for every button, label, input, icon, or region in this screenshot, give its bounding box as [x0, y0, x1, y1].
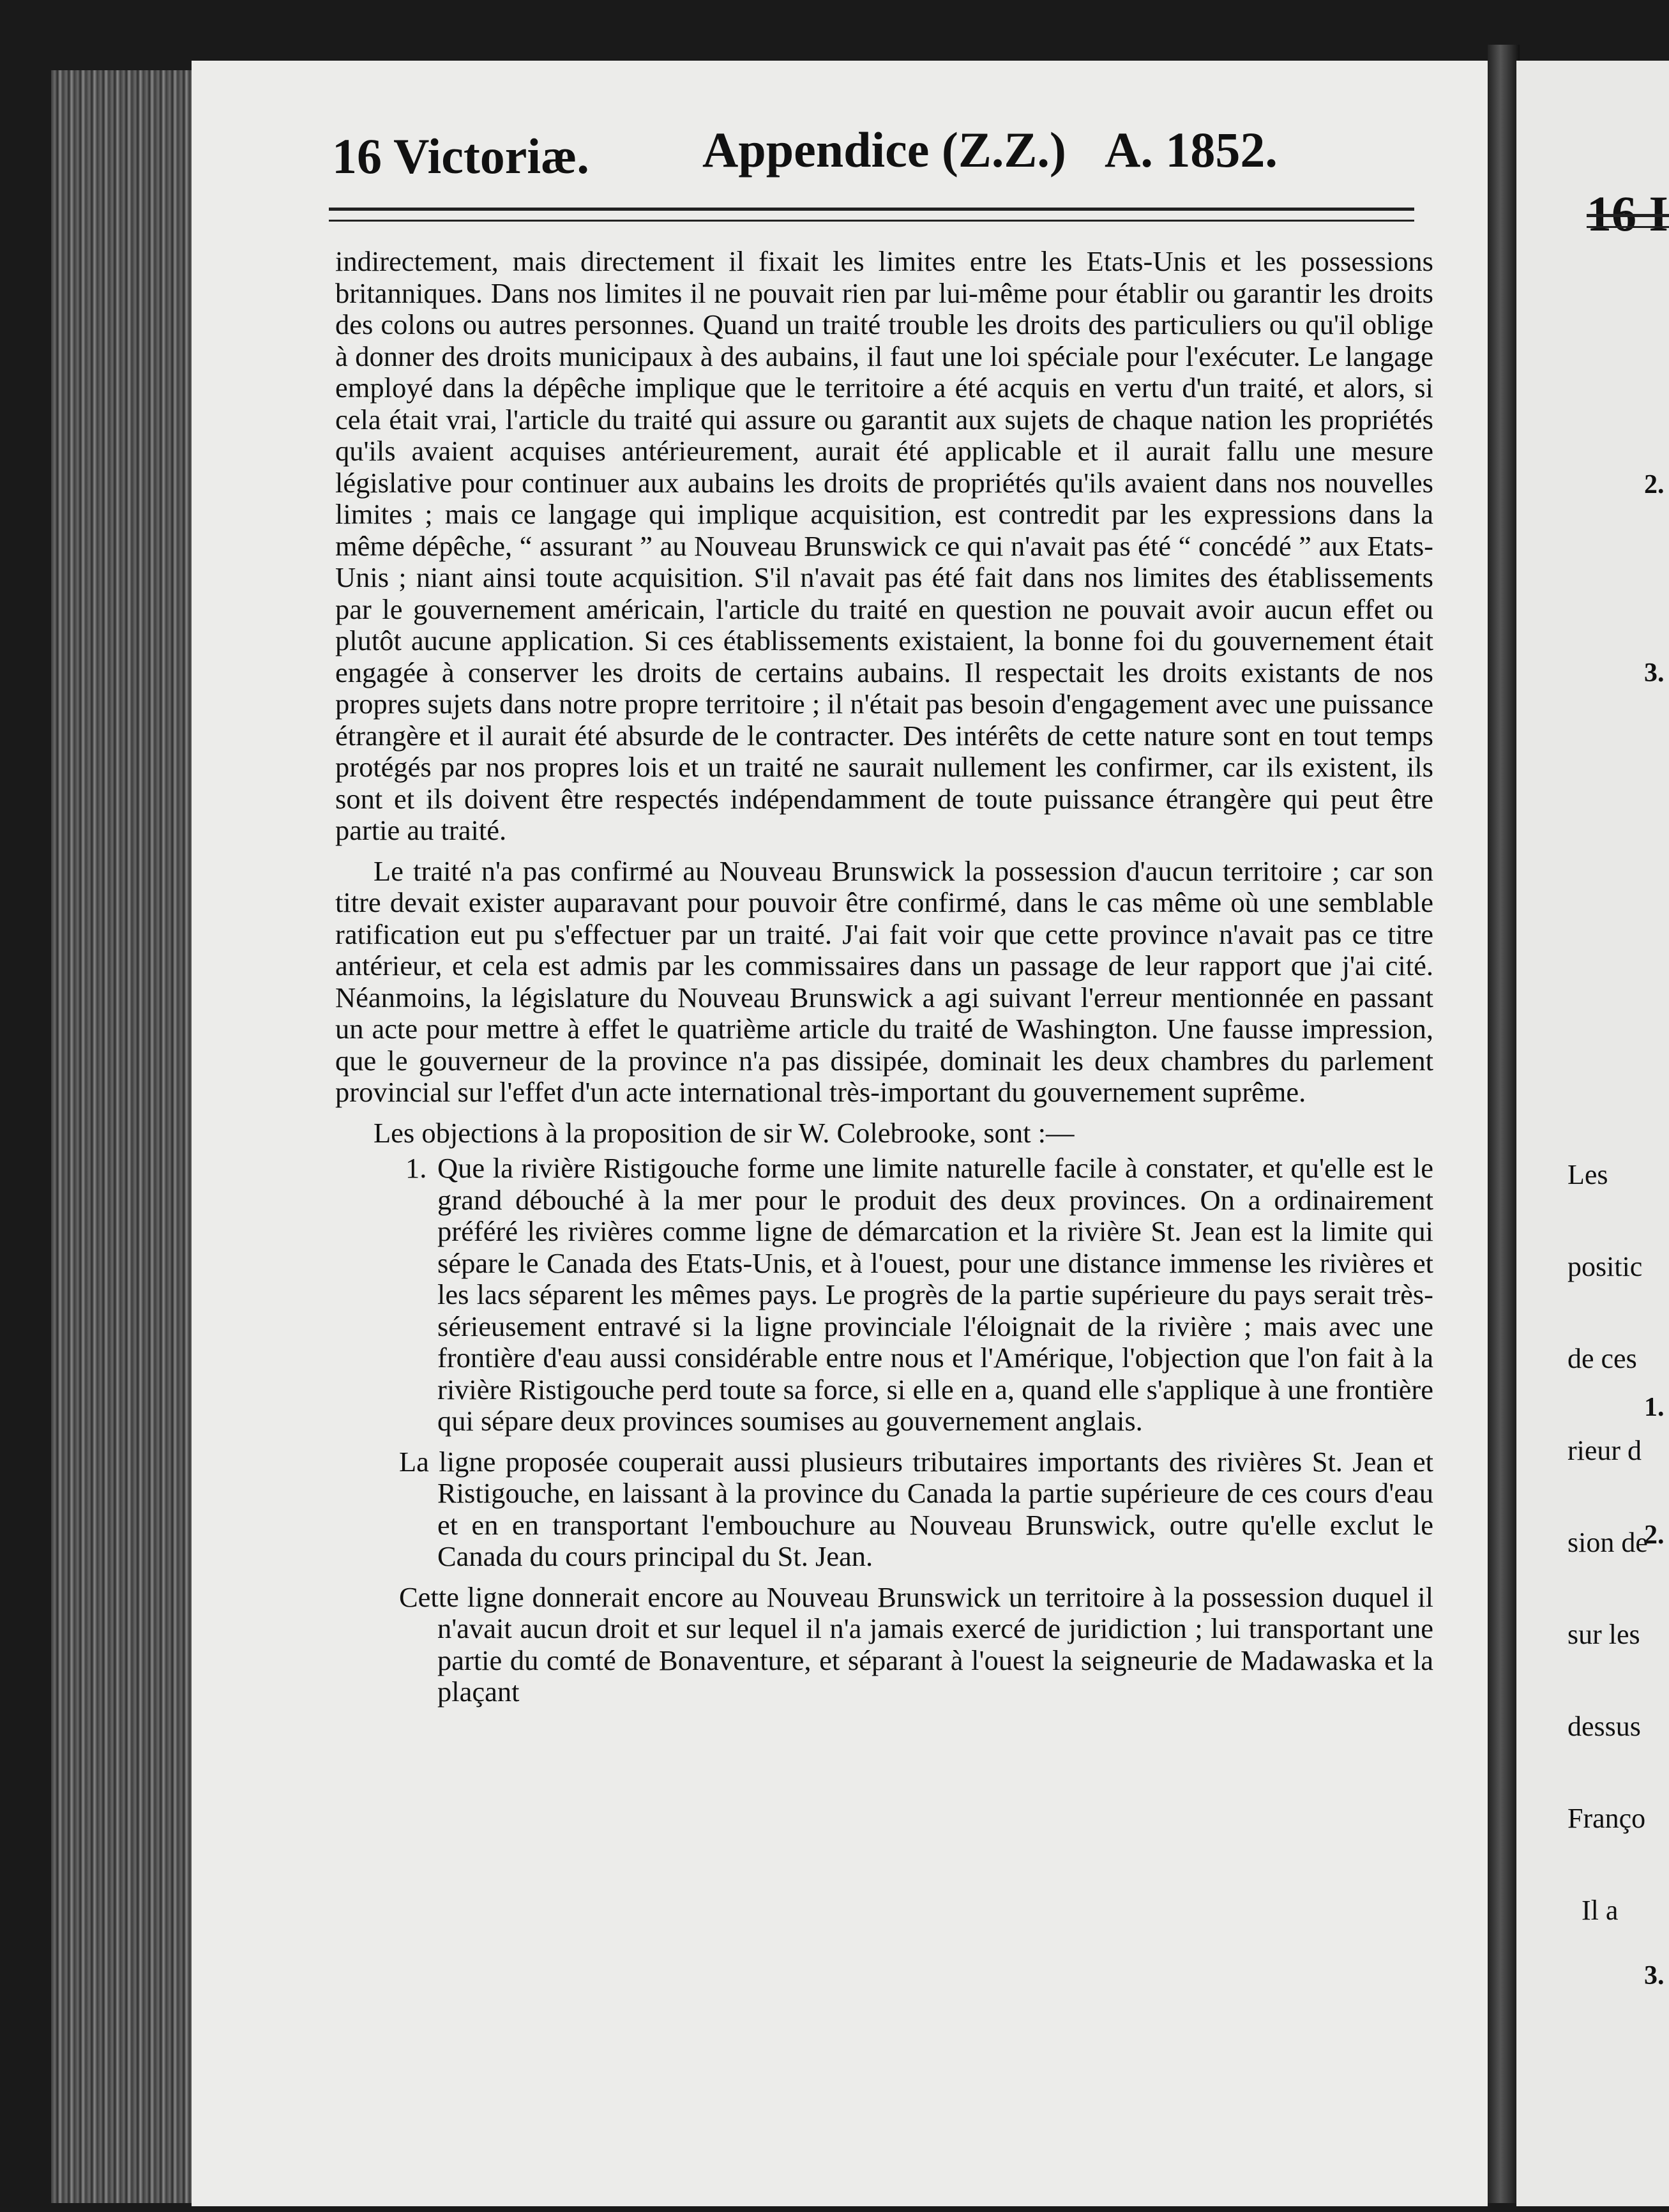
running-head-left: 16 Victoriæ.: [332, 128, 589, 184]
facing-page-head: 16 I: [1587, 186, 1668, 241]
fragment-line: sion de: [1567, 1527, 1648, 1558]
objection-subparagraph-1: La ligne proposée couperait aussi plusieurs tributaires importants des rivières St. Jean et Ristigouche, en laissant à la province du Canada la partie supérieure de ces cours d'eau et en en transportant l'embouchure au Nouveau Brunswick, outre qu'elle exclut le Canada du cours principal du St. Jean.: [399, 1445, 1433, 1572]
facing-page-rule: [1587, 214, 1669, 228]
header-double-rule: [329, 208, 1414, 222]
facing-page-number: 3.: [1644, 1961, 1665, 1990]
objection-item-1: [335, 1153, 1433, 1437]
fragment-line: dessus: [1567, 1711, 1641, 1742]
body-text: [335, 246, 1433, 1708]
objection-text: Que la rivière Ristigouche forme une limite naturelle facile à constater, et qu'elle est le grand débouché à la mer pour le produit des deux provinces. On a ordinairement préféré les rivières comme ligne de démarcation et la rivière St. Jean est la limite qui sépare le Canada des Etats-Unis, et à l'ouest, pour une distance immense les rivières et les lacs séparent les mêmes pays. Le progrès de la partie supérieure du pays serait très-sérieusement entravé si la ligne provinciale l'éloignait de la rivière ; mais avec une frontière d'eau aussi considérable entre nous et l'Amérique, l'objection que l'on fait à la rivière Ristigouche perd toute sa force, si elle en a, quand elle s'applique à une frontière qui sépare deux provinces soumises au gouvernement anglais.: [437, 1152, 1433, 1437]
objections-intro: Les objections à la proposition de sir W. Colebrooke, sont :—: [374, 1116, 1075, 1149]
facing-page-fragment: [1567, 1098, 1648, 1987]
facing-page-number: 2.: [1644, 1520, 1665, 1550]
objection-number: 1.: [405, 1152, 427, 1184]
book-page-edges: [51, 70, 198, 2203]
facing-page-number: 1.: [1644, 1393, 1665, 1422]
facing-page: [1516, 61, 1669, 2206]
running-head: [332, 115, 1417, 192]
fragment-line: sur les: [1567, 1619, 1640, 1650]
fragment-line: Il a: [1567, 1895, 1619, 1926]
paragraph-continuation: indirectement, mais directement il fixait les limites entre les Etats-Unis et les possessions britanniques. Dans nos limites il ne pouvait rien par lui-même pour établir ou garantir les droits des colons ou autres personnes. Quand un traité trouble les droits des particuliers ou qu'il oblige à donner des droits municipaux à des aubains, il faut une loi spéciale pour l'exécuter. Le langage employé dans la dépêche implique que le territoire a été acquis en vertu d'un traité, et alors, si cela était vrai, l'article du traité qui assure ou garantit aux sujets de chaque nation les propriétés qu'ils avaient acquises antérieurement, aurait été applicable et il aurait fallu une mesure législative pour continuer aux aubains les droits de propriétés qu'ils avaient dans nos nouvelles limites ; mais ce langage qui implique acquisition, est contredit par les expressions dans la même dépêche, “ assurant ” au Nouveau Brunswick ce qui n'avait pas été “ concédé ” aux Etats-Unis ; niant ainsi toute acquisition. S'il n'avait pas été fait dans nos limites des établissements par le gouvernement américain, l'article du traité en question ne pouvait avoir aucun effet ou plutôt aucune application. Si ces établissements existaient, la bonne foi du gouvernement était engagée à conserver les droits de certains aubains. Il respectait les droits existants de nos propres sujets dans notre propre territoire ; il n'était pas besoin d'engagement avec une puissance étrangère et il aurait été absurde de le contracter. Des intérêts de cette nature sont en tout temps protégés par nos propres lois et un traité ne saurait nullement les confirmer, car ils existent, ils sont et ils doivent être respectés indépendamment de toute puissance étrangère qui peut être partie au traité.: [335, 245, 1433, 846]
running-head-center: Appendice (Z.Z.): [702, 122, 1066, 178]
fragment-line: positic: [1567, 1251, 1643, 1282]
fragment-line: de ces: [1567, 1343, 1637, 1374]
paragraph-treaty: Le traité n'a pas confirmé au Nouveau Brunswick la possession d'aucun territoire ; car son titre devait exister auparavant pour pouvoir être confirmé, dans le cas même où une semblable ratification eut pu s'effectuer par un traité. J'ai fait voir que cette province n'avait pas ce titre antérieur, et cela est admis par les commissaires dans un passage de leur rapport que j'ai cité. Néanmoins, la législature du Nouveau Brunswick a agi suivant l'erreur mentionnée en passant un acte pour mettre à effet le quatrième article du traité de Washington. Une fausse impression, que le gouverneur de la province n'a pas dissipée, dominait les deux chambres du parlement provincial sur l'effet d'un acte international très-important du gouvernement suprême.: [335, 854, 1433, 1108]
fragment-line: Franço: [1567, 1803, 1646, 1834]
fragment-line: Les: [1567, 1159, 1608, 1190]
facing-page-number: 2.: [1644, 470, 1665, 499]
fragment-line: rieur d: [1567, 1435, 1642, 1466]
running-head-right: A. 1852.: [1105, 122, 1278, 178]
facing-page-number: 3.: [1644, 658, 1665, 688]
objection-subparagraph-2: Cette ligne donnerait encore au Nouveau Brunswick un territoire à la possession duquel il n'avait aucun droit et sur lequel il n'a jamais exercé de juridiction ; lui transportant une partie du comté de Bonaventure, et séparant à l'ouest la seigneurie de Madawaska et la plaçant: [399, 1580, 1433, 1708]
book-gutter: [1488, 45, 1520, 2203]
